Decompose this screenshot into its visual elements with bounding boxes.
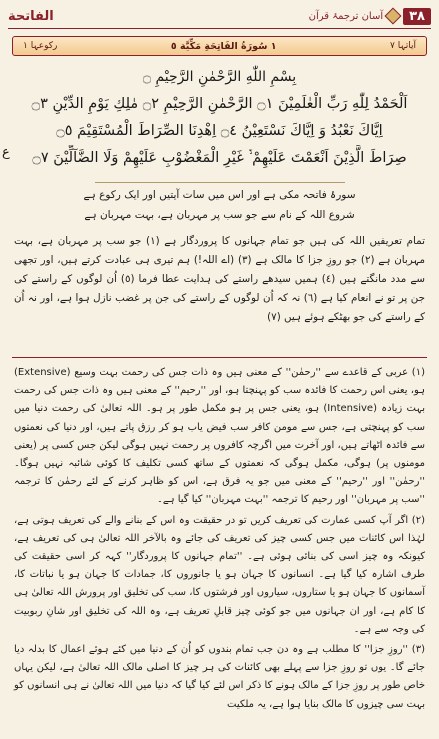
banner-surah-title: ۱ سُورَةُ الفَاتِحَةِ مَكِّيَّة ٥ — [170, 40, 277, 52]
page-header — [8, 4, 431, 29]
basmala-translation: شروع اللہ کے نام سے جو سب پر مہربان ہے، بہت مہربان ہے — [84, 209, 355, 221]
quran-line-2: اِيَّاكَ نَعْبُدُ وَ اِيَّاكَ نَسْتَعِيْنُ ۝٤ اِهْدِنَا الصِّرَاطَ الْمُسْتَقِيْمَ ۝٥ — [56, 123, 383, 139]
surah-banner — [12, 36, 427, 56]
footnote-2: (٢) اگر آپ کسی عمارت کی تعریف کریں تو در حقیقت وہ اس کے بنانے والے کی تعریف ہوتی ہے، لہٰذا اس کائنات میں جس کسی چیز کی تعریف کی جائے وہ بالآخر اللہ تعالیٰ ہی کی تعریف ہے، کیونکہ وہ چیز اسی کی بنائی ہوئی ہے۔ ''تمام جہانوں کا پروردگار'' کہہ کر اسی حقیقت کی طرف اشارہ کیا گیا ہے۔ انسانوں کا جہان ہو یا جانوروں کا، جمادات کا جہان ہو یا نباتات کا، آسمانوں کا جہان ہو یا ستاروں، سیاروں اور فرشتوں کا، سب کی تخلیق اور پرورش اللہ تعالیٰ ہی کا کام ہے، اور ان جہانوں میں جو کوئی چیز قابلِ تعریف ہے، وہ اللہ کی تخلیق اور شانِ ربوبیت کی وجہ سے ہے۔ — [14, 514, 425, 635]
footnotes — [14, 364, 425, 716]
quran-line-1: اَلْحَمْدُ لِلّٰهِ رَبِّ الْعٰلَمِيْنَ ۝١ الرَّحْمٰنِ الرَّحِيْمِ ۝٢ مٰلِكِ يَوْمِ الدِّيْنِ ۝٣ — [31, 96, 408, 112]
page-number: ۳۸ — [403, 8, 431, 25]
quran-text — [16, 64, 423, 176]
separator — [95, 182, 345, 183]
ornament-icon — [385, 8, 402, 25]
quran-line-3: صِرَاطَ الَّذِيْنَ اَنْعَمْتَ عَلَيْهِمْ ۙ۬ غَيْرِ الْمَغْضُوْبِ عَلَيْهِمْ وَلَا الضَّآلِّيْنَ ۝٧ — [32, 150, 407, 166]
verse-translation: تمام تعریفیں اللہ کی ہیں جو تمام جہانوں کا پروردگار ہے (١) جو سب پر مہربان ہے، بہت مہربان ہے (٢) جو روزِ جزا کا مالک ہے (٣) (اے اللہ!) ہم تیری ہی عبادت کرتے ہیں، اور تجھی سے مدد مانگتے ہیں (٤) ہمیں سیدھے راستے کی ہدایت عطا فرما (٥) اُن لوگوں کے راستے کی جن پر تو نے انعام کیا ہے (٦) نہ کہ اُن لوگوں کے راستے کی جن پر غضب نازل ہوا ہے، اور نہ اُن کے راستے کی جو بھٹکے ہوئے ہیں (٧) — [14, 235, 425, 323]
surah-intro: سورۂ فاتحہ مکی ہے اور اس میں سات آیتیں اور ایک رکوع ہے — [83, 189, 356, 201]
footnote-3: (٣) ''روزِ جزا'' کا مطلب ہے وہ دن جب تمام بندوں کو اُن کے دنیا میں کئے ہوئے اعمال کا بدلہ دیا جائے گا۔ یوں تو روزِ جزا سے پہلے بھی کائنات کی ہر چیز کا اصلی مالک اللہ تعالیٰ ہے، لیکن یہاں خاص طور پر روزِ جزا کے مالک ہونے کا ذکر اس لئے کیا گیا کہ دنیا میں اللہ تعالیٰ نے ہی انسانوں کو بہت سی چیزوں کا مالک بنایا ہوا ہے، یہ ملکیت — [14, 644, 425, 710]
book-title: آسان ترجمۂ قرآن — [308, 10, 384, 22]
footnote-1: (١) عربی کے قاعدے سے ''رحمٰن'' کے معنی ہیں وہ ذات جس کی رحمت بہت وسیع (Extensive) ہو، یعنی اس رحمت کا فائدہ سب کو پہنچتا ہو، اور ''رحیم'' کے معنی ہیں وہ ذات جس کی رحمت بہت زیادہ (Intensive) ہو، یعنی جس پر ہو مکمل طور پر ہو۔ اللہ تعالیٰ کی رحمت دنیا میں سب کو پہنچتی ہے، جس سے مومن کافر سب فیض یاب ہو کر رزق پاتے ہیں، اور دنیا کی نعمتوں سے فائدہ اٹھاتے ہیں، اور آخرت میں اگرچہ کافروں پر رحمت نہیں ہوگی لیکن جس کسی پر (یعنی مومنوں پر) ہوگی، مکمل ہوگی کہ نعمتوں کے ساتھ کسی تکلیف کا کوئی شائبہ نہیں ہوگا۔ ''رحمٰن'' اور ''رحیم'' کے معنی میں جو یہ فرق ہے، اس کو ظاہر کرنے کے لئے رحمٰن کا ترجمہ ''سب پر مہربان'' اور رحیم کا ترجمہ ''بہت مہربان'' کیا گیا ہے۔ — [14, 367, 425, 506]
notes-divider — [12, 357, 427, 358]
banner-verse-count: آیاتہا ٧ — [390, 41, 416, 51]
book-title-group — [309, 8, 431, 25]
banner-ruku-count: رکوعہا ١ — [23, 41, 58, 51]
ruku-mark: ع — [2, 145, 10, 160]
basmala: بِسْمِ اللّٰهِ الرَّحْمٰنِ الرَّحِيْمِ ۝ — [142, 69, 297, 85]
surah-name: الفاتحة — [8, 8, 54, 24]
